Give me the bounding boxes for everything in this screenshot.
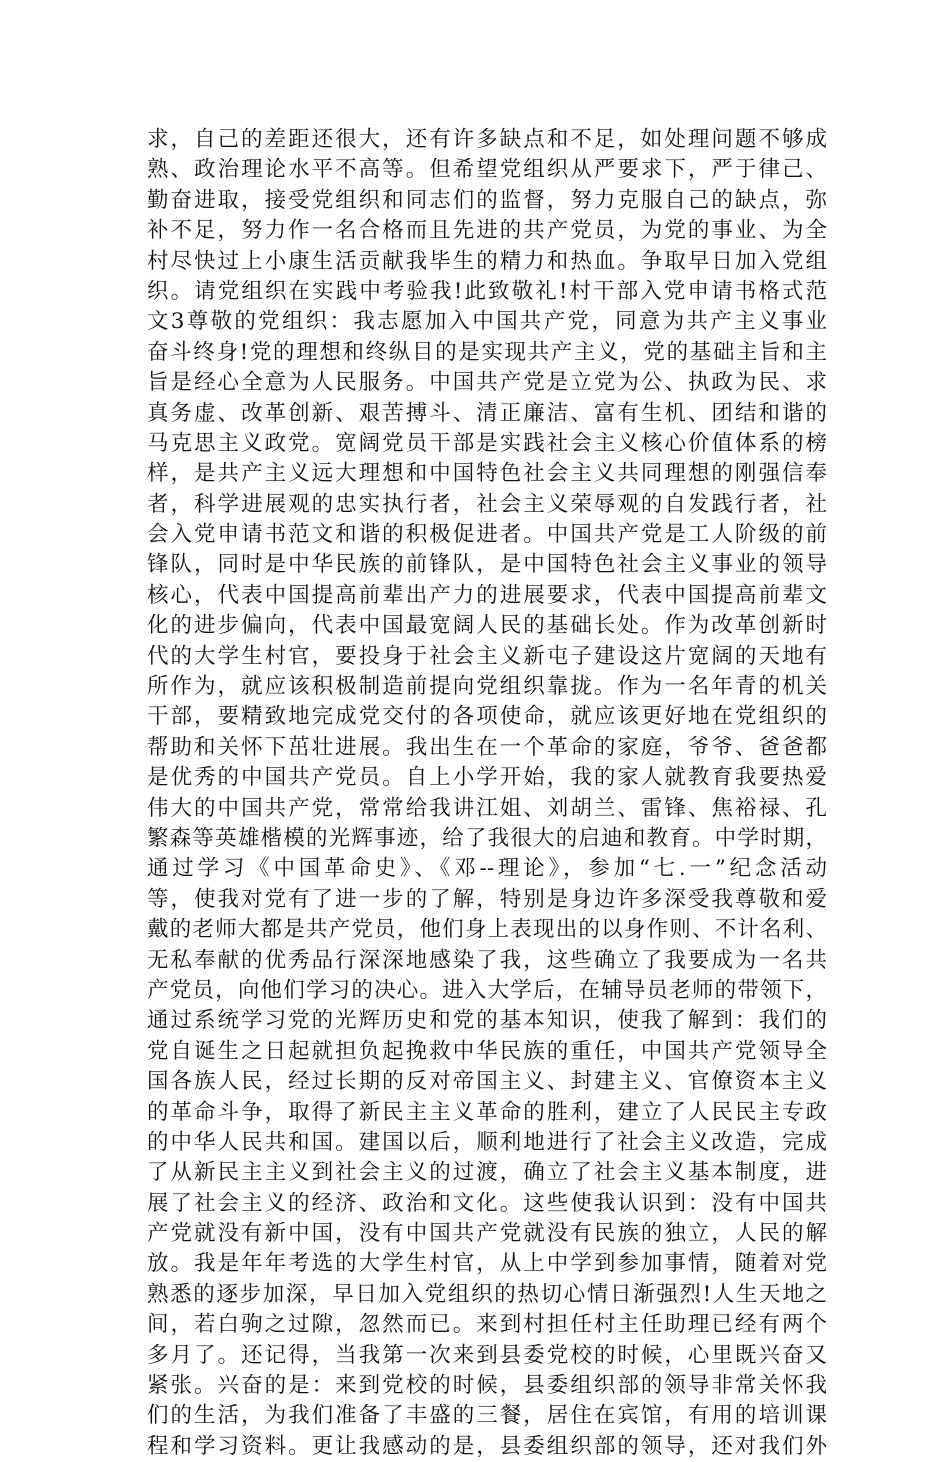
text-line: 勤奋进取，接受党组织和同志们的监督，努力克服自己的缺点，弥: [147, 187, 827, 213]
text-line: 伟大的中国共产党，常常给我讲江姐、刘胡兰、雷锋、焦裕禄、孔: [147, 795, 827, 821]
text-line: 无私奉献的优秀品行深深地感染了我，这些确立了我要成为一名共: [147, 947, 827, 973]
text-line: 放。我是年年考选的大学生村官，从上中学到参加事情，随着对党: [147, 1251, 827, 1277]
text-line: 产党就没有新中国，没有中国共产党就没有民族的独立，人民的解: [147, 1221, 827, 1247]
body-text: [147, 125, 827, 1462]
text-line: 化的进步偏向，代表中国最宽阔人民的基础长处。作为改革创新时: [147, 613, 827, 639]
text-line: 是优秀的中国共产党员。自上小学开始，我的家人就教育我要热爱: [147, 765, 827, 791]
text-line: 真务虚、改革创新、艰苦搏斗、清正廉洁、富有生机、团结和谐的: [147, 400, 827, 426]
text-line: 样，是共产主义远大理想和中国特色社会主义共同理想的刚强信奉: [147, 461, 827, 487]
text-line: 织。请党组织在实践中考验我!此致敬礼!村干部入党申请书格式范: [147, 278, 827, 304]
text-line: 熟悉的逐步加深，早日加入党组织的热切心情日渐强烈!人生天地之: [147, 1281, 827, 1307]
text-line: 间，若白驹之过隙，忽然而已。来到村担任村主任助理已经有两个: [147, 1312, 827, 1338]
text-line: 的中华人民共和国。建国以后，顺利地进行了社会主义改造，完成: [147, 1129, 827, 1155]
text-line: 展了社会主义的经济、政治和文化。这些使我认识到：没有中国共: [147, 1190, 827, 1216]
text-line: 戴的老师大都是共产党员，他们身上表现出的以身作则、不计名利、: [147, 917, 827, 943]
text-line: 干部，要精致地完成党交付的各项使命，就应该更好地在党组织的: [147, 704, 827, 730]
text-line: 所作为，就应该积极制造前提向党组织靠拢。作为一名年青的机关: [147, 674, 827, 700]
text-line: 文3尊敬的党组织：我志愿加入中国共产党，同意为共产主义事业: [147, 309, 827, 335]
text-line: 补不足，努力作一名合格而且先进的共产党员，为党的事业、为全: [147, 218, 827, 244]
text-line: 锋队，同时是中华民族的前锋队，是中国特色社会主义事业的领导: [147, 552, 827, 578]
text-line: 程和学习资料。更让我感动的是，县委组织部的领导，还对我们外: [147, 1433, 827, 1459]
text-line: 通过系统学习党的光辉历史和党的基本知识，使我了解到：我们的: [147, 1008, 827, 1034]
text-line: 奋斗终身!党的理想和终纵目的是实现共产主义，党的基础主旨和主: [147, 339, 827, 365]
text-line: 核心，代表中国提高前辈出产力的进展要求，代表中国提高前辈文: [147, 582, 827, 608]
text-line: 了从新民主主义到社会主义的过渡，确立了社会主义基本制度，进: [147, 1160, 827, 1186]
text-line: 多月了。还记得，当我第一次来到县委党校的时候，心里既兴奋又: [147, 1342, 827, 1368]
text-line: 马克思主义政党。宽阔党员干部是实践社会主义核心价值体系的榜: [147, 430, 827, 456]
text-line: 通过学习《中国革命史》、《邓--理论》，参加“七.一”纪念活动: [147, 856, 827, 882]
text-line: 们的生活，为我们准备了丰盛的三餐，居住在宾馆，有用的培训课: [147, 1403, 827, 1429]
text-line: 求，自己的差距还很大，还有许多缺点和不足，如处理问题不够成: [147, 127, 827, 152]
text-line: 国各族人民，经过长期的反对帝国主义、封建主义、官僚资本主义: [147, 1069, 827, 1095]
text-line: 代的大学生村官，要投身于社会主义新屯子建设这片宽阔的天地有: [147, 643, 827, 669]
text-line: 繁森等英雄楷模的光辉事迹，给了我很大的启迪和教育。中学时期，: [147, 825, 827, 851]
text-line: 等，使我对党有了进一步的了解，特别是身边许多深受我尊敬和爱: [147, 886, 827, 912]
text-line: 旨是经心全意为人民服务。中国共产党是立党为公、执政为民、求: [147, 370, 827, 396]
text-line: 党自诞生之日起就担负起挽救中华民族的重任，中国共产党领导全: [147, 1038, 827, 1064]
text-line: 者，科学进展观的忠实执行者，社会主义荣辱观的自发践行者，社: [147, 491, 827, 517]
text-line: 帮助和关怀下茁壮进展。我出生在一个革命的家庭，爷爷、爸爸都: [147, 734, 827, 760]
text-line: 紧张。兴奋的是：来到党校的时候，县委组织部的领导非常关怀我: [147, 1373, 827, 1399]
text-line: 产党员，向他们学习的决心。进入大学后，在辅导员老师的带领下，: [147, 977, 827, 1003]
text-line: 的革命斗争，取得了新民主主义革命的胜利，建立了人民民主专政: [147, 1099, 827, 1125]
text-line: 会入党申请书范文和谐的积极促进者。中国共产党是工人阶级的前: [147, 522, 827, 548]
text-line: 村尽快过上小康生活贡献我毕生的精力和热血。争取早日加入党组: [147, 248, 827, 274]
text-line: 熟、政治理论水平不高等。但希望党组织从严要求下，严于律己、: [147, 157, 827, 183]
